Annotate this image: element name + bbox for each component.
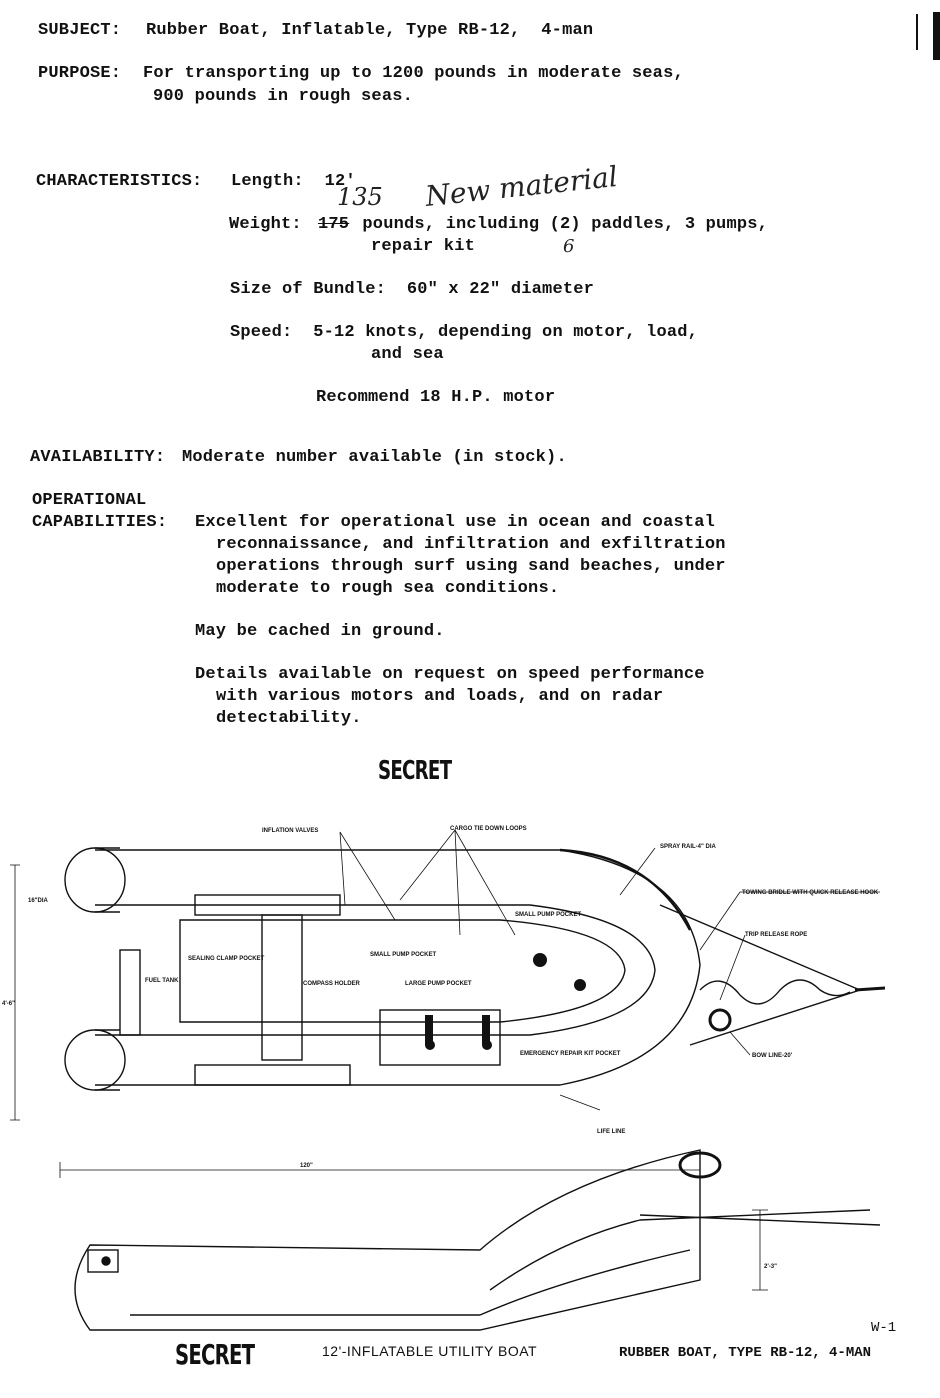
weight-line-2: repair kit <box>371 237 476 256</box>
weight-label: Weight: <box>229 215 302 234</box>
label-fuel-tank: FUEL TANK <box>145 978 179 984</box>
hull-outline-top-view <box>95 850 700 1085</box>
operational-p2: May be cached in ground. <box>195 622 445 641</box>
bundle-line: Size of Bundle: 60" x 22" diameter <box>230 280 595 299</box>
label-dia-16: 16"DIA <box>28 898 48 904</box>
label-towing-bridle: TOWING BRIDLE WITH QUICK RELEASE HOOK <box>742 890 879 896</box>
scan-edge-mark <box>933 12 940 60</box>
hull-outline-side-view <box>75 1150 700 1330</box>
operational-p3-line-3: detectability. <box>216 709 362 728</box>
figure-caption: 12'-INFLATABLE UTILITY BOAT <box>322 1343 538 1359</box>
footer-title: RUBBER BOAT, TYPE RB-12, 4-MAN <box>619 1345 872 1361</box>
label-height-dim: 2'-3" <box>764 1264 777 1270</box>
availability-value: Moderate number available (in stock). <box>182 448 567 467</box>
operational-label-1: OPERATIONAL <box>32 491 147 510</box>
handwritten-note: New material <box>423 160 620 213</box>
weight-struck-value: 175 <box>318 215 350 234</box>
operational-p1-line-1: Excellent for operational use in ocean and coastal <box>195 513 716 532</box>
label-large-pump: LARGE PUMP POCKET <box>405 981 472 987</box>
label-trip-release: TRIP RELEASE ROPE <box>745 932 808 938</box>
speed-line-1: Speed: 5-12 knots, depending on motor, load, <box>230 323 699 342</box>
operational-p1-line-4: moderate to rough sea conditions. <box>216 579 560 598</box>
speed-line-2: and sea <box>371 345 444 364</box>
operational-p3-line-2: with various motors and loads, and on radar <box>216 687 664 706</box>
operational-p1-line-3: operations through surf using sand beaches, under <box>216 557 726 576</box>
handwritten-weight: 135 <box>337 183 383 211</box>
handwritten-paddle-count: 6 <box>563 236 575 257</box>
purpose-line-1: For transporting up to 1200 pounds in moderate seas, <box>143 64 684 83</box>
purpose-label: PURPOSE: <box>38 64 122 83</box>
label-inflation-valves: INFLATION VALVES <box>262 828 319 834</box>
subject-value: Rubber Boat, Inflatable, Type RB-12, 4-man <box>146 21 594 40</box>
characteristics-label: CHARACTERISTICS: <box>36 172 203 191</box>
label-cargo-tie: CARGO TIE DOWN LOOPS <box>450 826 527 832</box>
classification-bottom: SECRET <box>175 1338 255 1371</box>
recommend-line: Recommend 18 H.P. motor <box>316 388 556 407</box>
operational-label-2: CAPABILITIES: <box>32 513 168 532</box>
operational-p3-line-1: Details available on request on speed performance <box>195 665 705 684</box>
length-line: Length: 12' <box>231 172 356 191</box>
label-length-dim: 120" <box>300 1163 313 1169</box>
label-small-pump-1: SMALL PUMP POCKET <box>515 912 582 918</box>
purpose-line-2: 900 pounds in rough seas. <box>153 87 414 106</box>
page-number: W-1 <box>871 1320 897 1336</box>
scan-edge-mark-thin <box>916 14 918 50</box>
label-bow-line: BOW LINE-20' <box>752 1053 793 1059</box>
label-width-dim: 4'-6" <box>2 1001 15 1007</box>
label-small-pump-2: SMALL PUMP POCKET <box>370 952 437 958</box>
label-spray-rail: SPRAY RAIL-4" DIA <box>660 844 716 850</box>
label-emergency-repair: EMERGENCY REPAIR KIT POCKET <box>520 1051 621 1057</box>
label-compass-holder: COMPASS HOLDER <box>303 981 360 987</box>
label-sealing-clamp: SEALING CLAMP POCKET <box>188 956 265 962</box>
boat-diagram <box>0 810 940 1350</box>
classification-top: SECRET <box>378 756 452 786</box>
operational-p1-line-2: reconnaissance, and infiltration and exfiltration <box>216 535 726 554</box>
availability-label: AVAILABILITY: <box>30 448 166 467</box>
weight-rest: pounds, including (2) paddles, 3 pumps, <box>352 215 769 234</box>
label-life-line: LIFE LINE <box>597 1129 626 1135</box>
subject-label: SUBJECT: <box>38 21 122 40</box>
